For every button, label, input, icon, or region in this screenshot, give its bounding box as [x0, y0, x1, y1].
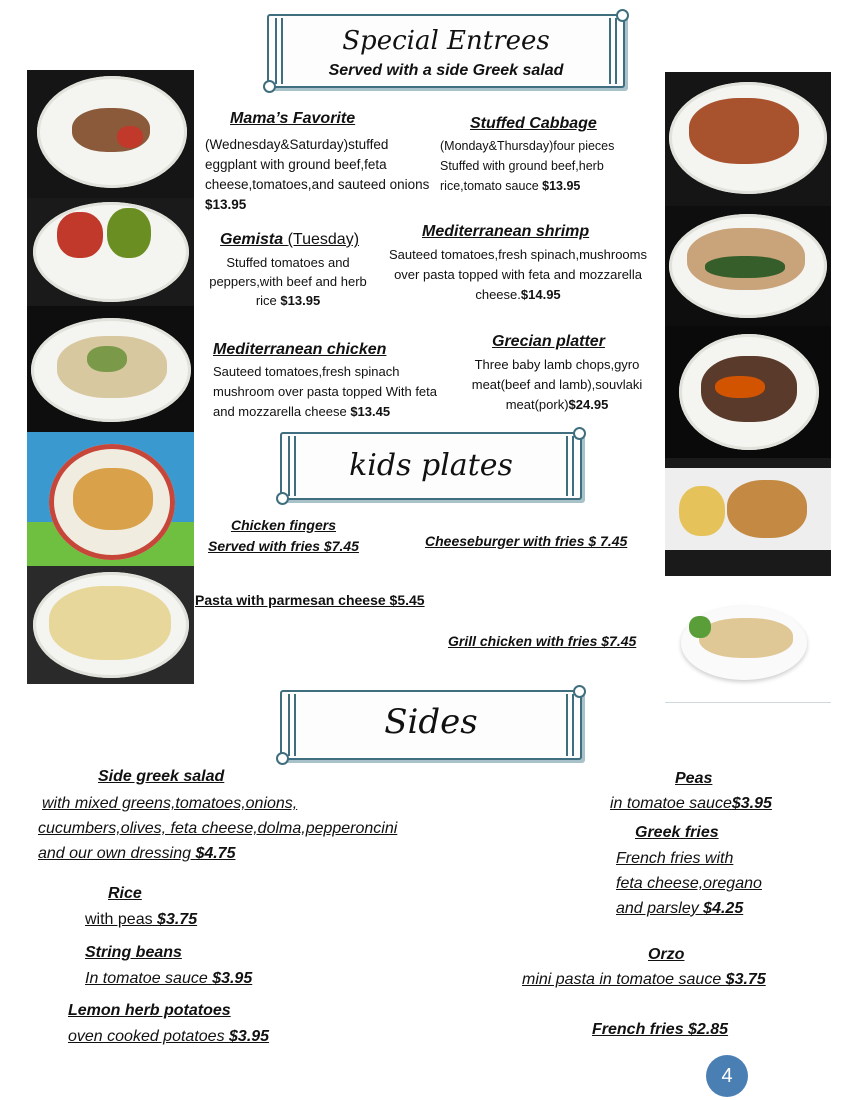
kid-item-pasta-parmesan: Pasta with parmesan cheese $5.45: [195, 592, 425, 608]
photo-mediterranean-shrimp: [665, 206, 831, 326]
sides-title: Sides: [384, 702, 478, 742]
side-desc-lemon-herb-potatoes: oven cooked potatoes $3.95: [68, 1028, 270, 1045]
special-entrees-subtitle: Served with a side Greek salad: [328, 62, 564, 79]
side-title-peas: Peas: [675, 770, 713, 787]
photo-grill-chicken: [665, 576, 831, 703]
dish-title-mediterranean-shrimp: Mediterranean shrimp: [422, 223, 590, 240]
photo-stuffed-cabbage: [665, 72, 831, 206]
page-number-badge: 4: [706, 1055, 748, 1097]
dish-title-mamas-favorite: Mama’s Favorite: [230, 110, 356, 127]
kid-item-chicken-fingers: Chicken fingers Served with fries $7.45: [208, 517, 359, 554]
dish-title-mediterranean-chicken: Mediterranean chicken: [213, 341, 387, 358]
photo-cheeseburger: [665, 458, 831, 576]
side-title-orzo: Orzo: [648, 946, 685, 963]
dish-title-grecian-platter: Grecian platter: [492, 333, 605, 350]
dish-desc-mamas-favorite: (Wednesday&Saturday)stuffed eggplant with ground beef,feta cheese,tomatoes,and sauteed onions $13.95: [205, 137, 430, 212]
dish-desc-mediterranean-shrimp: Sauteed tomatoes,fresh spinach,mushrooms over pasta topped with feta and mozzarella cheese.$14.95: [389, 247, 647, 302]
side-desc-greek-salad: with mixed greens,tomatoes,onions, cucumbers,olives, feta cheese,dolma,pepperoncini and our own dressing $4.75: [38, 795, 398, 862]
kid-item-grill-chicken: Grill chicken with fries $7.45: [448, 633, 637, 649]
side-title-lemon-herb-potatoes: Lemon herb potatoes: [68, 1002, 231, 1019]
dish-title-stuffed-cabbage: Stuffed Cabbage: [470, 115, 597, 132]
side-title-greek-fries: Greek fries: [635, 824, 719, 841]
dish-desc-mediterranean-chicken: Sauteed tomatoes,fresh spinach mushroom over pasta topped With feta and mozzarella cheese $13.45: [213, 364, 438, 419]
side-desc-orzo: mini pasta in tomatoe sauce $3.75: [522, 971, 766, 988]
photo-mediterranean-chicken: [27, 306, 194, 432]
side-desc-string-beans: In tomatoe sauce $3.95: [85, 970, 253, 987]
side-desc-peas: in tomatoe sauce$3.95: [610, 795, 772, 812]
special-entrees-title: Special Entrees: [342, 26, 550, 56]
kid-item-cheeseburger: Cheeseburger with fries $ 7.45: [425, 533, 628, 549]
dish-desc-grecian-platter: Three baby lamb chops,gyro meat(beef and lamb),souvlaki meat(pork)$24.95: [471, 357, 643, 412]
photo-chicken-fingers: [27, 432, 194, 566]
side-title-rice: Rice: [108, 885, 142, 902]
sides-banner: [280, 690, 582, 760]
dish-desc-stuffed-cabbage: (Monday&Thursday)four pieces Stuffed with ground beef,herb rice,tomato sauce $13.95: [440, 139, 615, 193]
side-title-greek-salad: Side greek salad: [98, 768, 225, 785]
kids-plates-banner: [280, 432, 582, 500]
photo-mamas-favorite: [27, 70, 194, 198]
side-title-string-beans: String beans: [85, 944, 182, 961]
photo-gemista: [27, 198, 194, 306]
side-desc-rice: with peas $3.75: [85, 911, 198, 928]
side-desc-greek-fries: French fries with feta cheese,oregano and parsley $4.25: [616, 850, 762, 917]
special-entrees-banner: [267, 14, 625, 88]
dish-desc-gemista: Stuffed tomatoes and peppers,with beef and herb rice $13.95: [209, 255, 367, 308]
kids-plates-title: kids plates: [349, 448, 513, 483]
dish-title-gemista: Gemista (Tuesday): [220, 231, 360, 248]
photo-pasta-parmesan: [27, 566, 194, 684]
side-title-french-fries: French fries $2.85: [592, 1021, 729, 1038]
photo-grecian-platter: [665, 326, 831, 458]
